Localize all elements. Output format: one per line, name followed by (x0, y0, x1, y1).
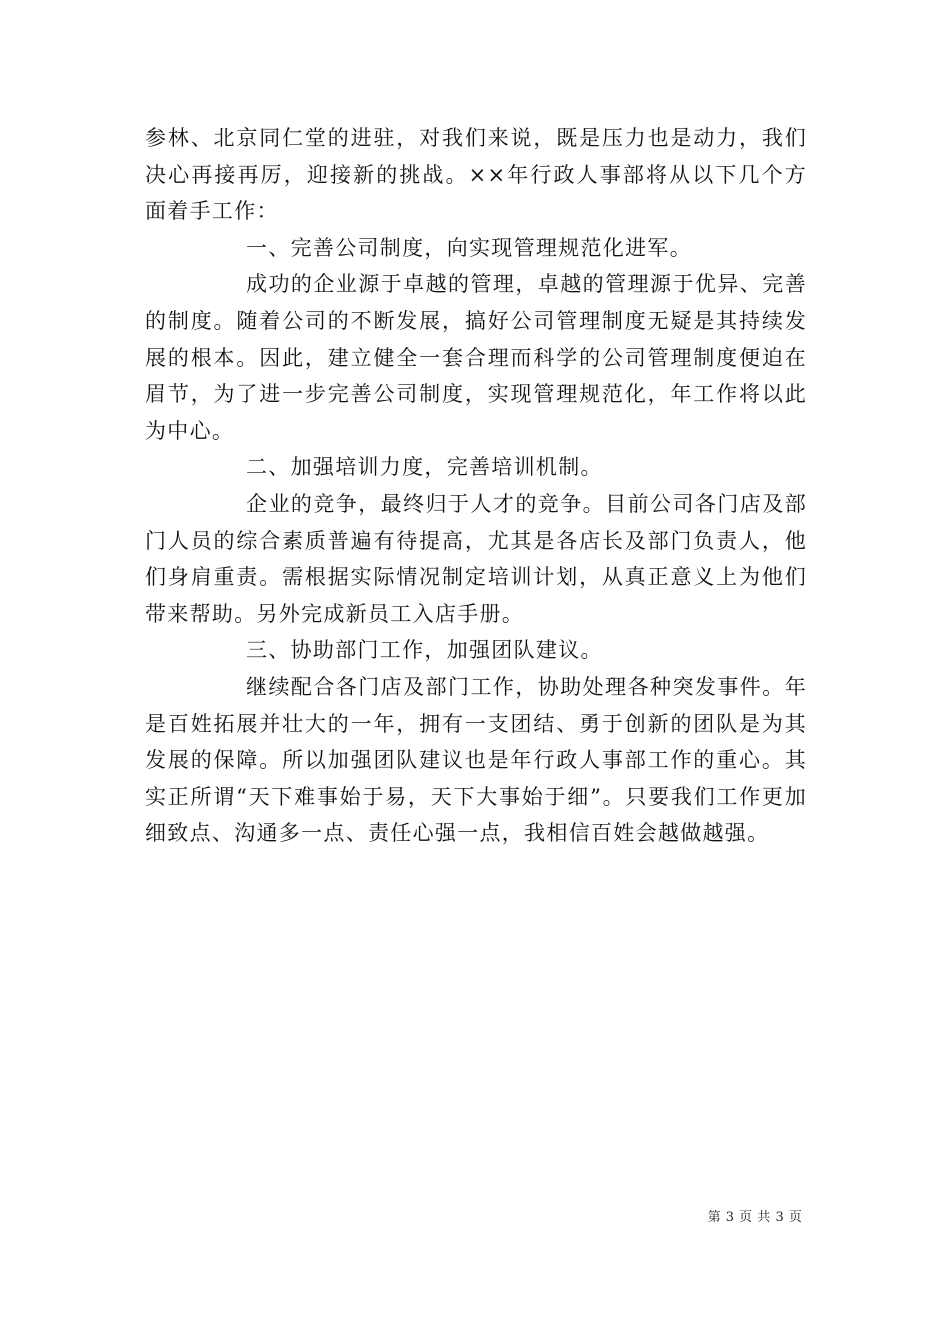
section-body-2: 企业的竞争，最终归于人才的竞争。目前公司各门店及部门人员的综合素质普遍有待提高，尤其是各店长及部门负责人，他们身肩重责。需根据实际情况制定培训计划，从真正意义上为他们带来帮助。另外完成新员工入店手册。 (145, 491, 807, 626)
intro-paragraph: 参林、北京同仁堂的进驻，对我们来说，既是压力也是动力，我们决心再接再厉，迎接新的挑战。××年行政人事部将从以下几个方面着手工作： (145, 126, 807, 224)
section-body-3: 继续配合各门店及部门工作，协助处理各种突发事件。年是百姓拓展并壮大的一年，拥有一支团结、勇于创新的团队是为其发展的保障。所以加强团队建议也是年行政人事部工作的重心。其实正所谓“天下难事始于易，天下大事始于细”。只要我们工作更加细致点、沟通多一点、责任心强一点，我相信百姓会越做越强。 (145, 674, 807, 846)
section-heading-3: 三、协助部门工作，加强团队建议。 (246, 638, 603, 663)
section-heading-1: 一、完善公司制度，向实现管理规范化进军。 (246, 235, 692, 260)
section-body-1: 成功的企业源于卓越的管理，卓越的管理源于优异、完善的制度。随着公司的不断发展，搞好公司管理制度无疑是其持续发展的根本。因此，建立健全一套合理而科学的公司管理制度便迫在眉节，为了进一步完善公司制度，实现管理规范化，年工作将以此为中心。 (145, 272, 807, 443)
section-heading-2: 二、加强培训力度，完善培训机制。 (246, 455, 603, 480)
document-body (145, 120, 807, 852)
page-number-footer: 第 3 页 共 3 页 (707, 1210, 803, 1225)
